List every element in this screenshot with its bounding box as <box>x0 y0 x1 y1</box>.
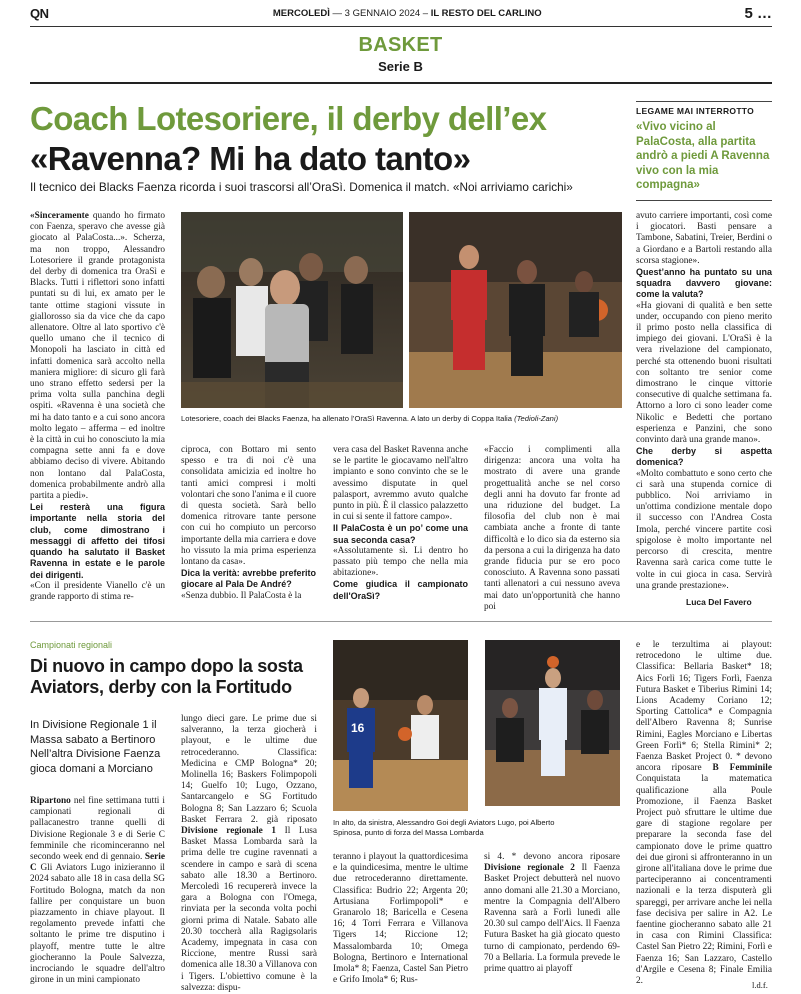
article2-lead: Ripartono <box>30 796 71 806</box>
article1-question-1: Lei resterà una figura importante nella storia del club, come dimostrano i messaggi di affetto dei tifosi quando ha salutato il Basket Ravenna in estate e le parole dei dirigenti. <box>30 502 165 580</box>
article1-col2-text: ciproca, con Bottaro mi sento spesso e tra di noi c'è una consolidata amicizia ed inoltre ho tanti amici compresi i molti volontari che sono l'anima e il cuore di questa società. Sarà bello domenica ritrovare tante persone con cui ho compiuto un percorso importante della mia carriera e dove ho vissuto la mia prima esperienza lontano da casa». <box>181 445 316 568</box>
article1-headline-line2: «Ravenna? Mi ha dato tanto» <box>30 140 471 177</box>
article2-col5-text2: Conquistata la matematica qualificazione alla Poule Promozione, il Faenza Basket Project può sfruttare le ultime due gare di stagione regolare per preparare la seconda fase del campionato dove le prime quattro dei due gironi si affronteranno in un girone all'italiana dove le prime due parteciperanno ai concentramenti nazionali e la terza disputerà gli spareggi, per arrivare anche lei nella fase decisiva per salire in A2. Le faentine giocheranno sabato alle 21 in casa con Rimini Classifica: Castel San Pietro 22; Rimini, Forlì e Faenza 16; San Lazzaro, Castello d'Argile e Cesena 8; Finale Emilia 2. <box>636 774 772 987</box>
article2-col4-text2: Il Faenza Basket Project debutterà nel nuovo anno domani alle 21.30 a Morciano, mentre la Compagnia dell'Albero Ravenna sarà a Forlì lunedì alle 20.30 sul campo dell'Aics. Il Faenza Futura Basket ha già giocato questo turno di campionato, perdendo 69-70 a Bellaria. La formula prevede le prime quattro ai playoff <box>484 863 620 975</box>
article1-col3-text2: «Assolutamente sì. Li dentro ho passato più tempo che nella mia abitazione». <box>333 545 468 579</box>
article1-column-5 <box>636 211 772 595</box>
article2-kicker: Campionati regionali <box>30 640 113 650</box>
article1-column-3 <box>333 445 468 609</box>
article2-col2-text: lungo dieci gare. Le prime due si salveranno, la terza giocherà i playout, e le ultime due retrocederanno. Classifica: Medicina e CMP Bologna* 20; Molinella 16; Baskers Folimpopoli 14; Guelfo 10; Lugo, Ozzano, Santarcangelo e SG Fortitudo Bologna 8; San Lazzaro 6; Scuola Basket Ferrara 2. già riposato <box>181 714 317 825</box>
article1-col1-tail: «Con il presidente Vianello c'è un grande rapporto di stima re- <box>30 580 165 602</box>
article2-column-4 <box>484 852 620 990</box>
article1-question-6: Che derby si aspetta domenica? <box>636 446 772 468</box>
article2-photo-caption: In alto, da sinistra, Alessandro Goi degli Aviators Lugo, poi Alberto Spinosa, punto di forza del Massa Lombarda <box>333 818 555 837</box>
photo-coppa-italia-illustration <box>409 212 622 408</box>
article1-photo-credit: (Tedioli-Zani) <box>514 414 559 423</box>
dateline-day: MERCOLEDÌ <box>272 7 330 19</box>
article1-col4-text: «Faccio i complimenti alla dirigenza: ancora una volta ha mostrato di avere una grande progettualità anche se nel corso degli anni ha dovuto far fronte ad una riduzione del budget. La filosofia del club non è mai cambiata anche a fronte di tante difficoltà e lo dico sia da esterno sia da persona a cui la dirigenza ha dato grande fiducia pur se ero poco conosciuto. A Ravenna sono passati tanti allenatori a cui nessuno aveva mai dato un'opportunità che hanno poi <box>484 445 620 612</box>
sidebar-label: LEGAME MAI INTERROTTO <box>636 106 755 116</box>
section-rule <box>30 82 772 84</box>
article2-b-femminile: B Femminile <box>712 763 772 774</box>
photo-goi-aviators <box>333 640 468 811</box>
article2-column-1 <box>30 796 165 990</box>
article2-div-reg-1: Divisione regionale 1 <box>181 826 277 837</box>
photo-spinosa-illustration <box>485 640 620 806</box>
article2-headline: Di nuovo in campo dopo la sosta Aviators, derby con la Fortitudo <box>30 656 303 697</box>
article2-byline: l.d.f. <box>752 980 768 990</box>
photo-goi-illustration <box>333 640 468 811</box>
article1-deck: Il tecnico dei Blacks Faenza ricorda i suoi trascorsi all’OraSì. Domenica il match. «Noi arriviamo carichi» <box>30 180 573 194</box>
article1-photo-caption <box>181 414 621 424</box>
article1-headline-line1: Coach Lotesoriere, il derby dell’ex <box>30 100 547 137</box>
article2-col1-text2: Gli Aviators Lugo inizieranno il 2024 sabato alle 18 in casa della SG Fortitudo Bologna, match da non fallire per conquistare un buon piazzamento in chiave playout. Il regolamento prevede infatti che soltanto le prime tre disputino i playoff, mentre tutte le altre giocheranno la Poule Salvezza, incrociando le squadre dell'altro girone in un mini campionato <box>30 863 165 986</box>
photo-coppa-italia <box>409 212 622 408</box>
svg-text:16: 16 <box>351 721 365 735</box>
article2-column-2 <box>181 714 317 993</box>
article1-column-1 <box>30 211 165 609</box>
dateline-date: — 3 GENNAIO 2024 – <box>332 7 429 19</box>
article1-column-2 <box>181 445 316 609</box>
article1-question-5: Quest’anno ha puntato su una squadra davvero giovane: come la valuta? <box>636 267 772 300</box>
sidebar-rule-bottom <box>636 200 772 201</box>
article1-col3-text: vera casa del Basket Ravenna anche se le partite le giocavamo nell'altro impianto e sono convinto che se le avessimo disputate in quel palasport, avremmo avuto qualche punto in più. È il classico palazzetto in cui si sente il fattore campo». <box>333 445 468 523</box>
dateline <box>70 8 744 19</box>
article1-caption-text: Lotesoriere, coach dei Blacks Faenza, ha allenato l’OraSì Ravenna. A lato un derby di Coppa Italia <box>181 414 512 423</box>
masthead-bar <box>30 4 772 22</box>
qn-logo: QN <box>30 5 49 21</box>
article1-question-2: Dica la verità: avrebbe preferito giocare al Pala De André? <box>181 568 316 590</box>
article2-column-3 <box>333 852 468 990</box>
photo-lotesoriere <box>181 212 403 408</box>
publication-name: IL RESTO DEL CARLINO <box>430 7 542 19</box>
article1-col5-text2: «Ha giovani di qualità e ben sette under, occupando con pieno merito il primo posto nella classifica di impiego dei giovani. L'OraSì è la vera rivelazione del campionato, perché sta ottenendo buoni risultati con soltanto tre senior come dimostrano le cinque vittorie consecutive di qualche settimana fa. Attorno a loro ci sono leader come Nikolic e Bedetti che portano esperienza e Panzini, che sono convinto darà una grande mano». <box>636 300 772 446</box>
sidebar-quote: «Vivo vicino al PalaCosta, alla partita andrò a piedi A Ravenna vivo con la mia compagna» <box>636 121 770 191</box>
article2-col5-text: e le terzultima ai playout: retrocedono le ultime due. Classifica: Bellaria Basket* 18; Aics Forlì 16; Tigers Forlì, Faenza Futura Basket e Tiberius Rimini 14; Lions Academy Coriano 12; Sporting Cattolica* e Compagnia dell'Albero Ravenna 8; Sunrise Rimini, Eagles Morciano e Libertas Green Forlì* 6; Stella Rimini* 2; Faenza Basket Project 0. * devono ancora riposare <box>636 640 772 774</box>
article2-serie-c: Serie C <box>30 852 165 874</box>
article2-col2-text2: Il Lusa Basket Massa Lombarda sarà la prima delle tre cugine ravennati a scendere in campo e sarà di scena sabato alle 18.30 a Bertinoro. Mercoledì 16 recupererà invece la gara a Bologna con l'Omega, rinviata per la seconda volta pochi giorni prima di Natale. Sabato alle 20.30 toccherà alla Ragigsolaris Academy, impegnata in casa con Riccione, mentre Russi sarà domenica alle 18.30 a Villanova con i Tigers. L'obiettivo comune è la salvezza: dispu- <box>181 826 317 993</box>
article2-deck: In Divisione Regionale 1 il Massa sabato a Bertinoro Nell’altra Divisione Faenza gioca domani a Morciano <box>30 719 161 775</box>
sidebar-rule-top <box>636 101 772 102</box>
header-rule <box>30 26 772 27</box>
page-number: 5 … <box>744 4 772 22</box>
article1-column-4 <box>484 445 620 612</box>
article1-question-3: Il PalaCosta è un po’ come una sua seconda casa? <box>333 523 468 545</box>
article1-question-4: Come giudica il campionato dell'OraSì? <box>333 579 468 601</box>
article2-div-reg-2: Divisione regionale 2 <box>484 863 575 874</box>
section-title: BASKET <box>358 34 443 56</box>
article1-col5-text3: «Molto combattuto e sono certo che ci sarà una stupenda cornice di pubblico. Noi arriviamo in un'ottima condizione mentale dopo il successo con l'Andrea Costa Imola, perché vincere partite così spigolose è molto importante nel percorso di crescita, mentre Ravenna sarà carica come tutte le volte in cui gioca in casa. Servirà una grande prestazione». <box>636 468 772 591</box>
article2-col1-text: nel fine settimana tutti i campionati regionali di pallacanestro tranne quelli di Divisione Regionale 3 e di Serie C femminile che ricominceranno nel secondo week end di gennaio. <box>30 796 165 863</box>
article2-col3-text: teranno i playout la quattordicesima e la quindicesima, mentre le ultime due retrocederanno direttamente. Classifica: Budrio 22; Argenta 20; Artusiana Forlimpopoli* e Granarolo 18; Baricella e Cesena 16; 4 Torri Ferrara e Villanova Tigers 14; Riccione 12; Massalombarda 10; Omega Bologna, Bertinoro e International Imola* 8; Faenza, Castel San Pietro e Grifo Imola* 6; Rus- <box>333 852 468 986</box>
photo-spinosa-massa <box>485 640 620 806</box>
article1-lead: «Sinceramente <box>30 211 89 221</box>
article-separator <box>30 621 772 622</box>
article1-col1-text: quando ho firmato con Faenza, speravo che avesse già giocato al PalaCosta...». Scherza, ma non troppo, Alessandro Lotesoriere il grande protagonista del derby di domenica tra OraSì e Blacks. Tutti i riflettori sono infatti puntati su di lui, ex amato per le tante ottime stagioni vissute in giallorosso sia da vice che da capo allenatore. Oltre al lato sportivo c'è quello umano che il tecnico di Monopoli ha lasciato in città ed infatti domenica sarà accolto nella maniera migliore: di sicuro gli farà uno strano effetto sedersi per la prima volta sulla panchina degli ospiti. «Ravenna è una società che mi ha dato tanto e a cui sono ancora molto legato – afferma – ed inoltre è la città in cui ho conosciuto la mia compagna sette anni fa e dove abbiamo deciso di vivere. Abitando non lontano dal PalaCosta, domenica probabilmente andrò alla partita a piedi». <box>30 211 165 502</box>
photo-lotesoriere-illustration <box>181 212 403 408</box>
section-subtitle: Serie B <box>378 59 423 74</box>
article2-col4-text: si 4. * devono ancora riposare <box>484 852 620 862</box>
article1-col5-text: avuto carriere importanti, così come i giocatori. Basti pensare a Tambone, Sabatini, Treier, Berdini o a Giordano e a Bartoli restando alla scorsa stagione». <box>636 211 772 266</box>
article1-byline: Luca Del Favero <box>686 597 752 607</box>
article1-col2-tail: «Senza dubbio. Il PalaCosta è la <box>181 590 302 601</box>
